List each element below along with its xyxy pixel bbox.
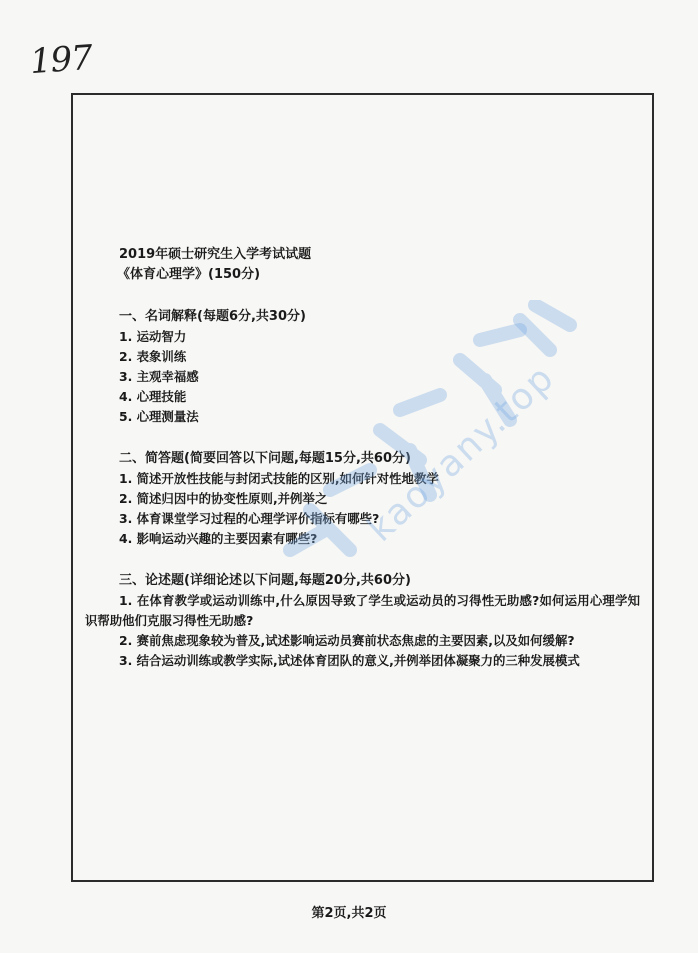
question-item: 3. 体育课堂学习过程的心理学评价指标有哪些? xyxy=(119,511,380,526)
watermark-url: kaoyany.top xyxy=(360,356,563,550)
essay-question: 2. 赛前焦虑现象较为普及,试述影响运动员赛前状态焦虑的主要因素,以及如何缓解? xyxy=(119,633,575,648)
handwritten-page-code: 197 xyxy=(28,37,94,83)
question-item: 4. 心理技能 xyxy=(119,389,187,404)
question-item: 5. 心理测量法 xyxy=(119,409,199,424)
page-number-footer: 第2页,共2页 xyxy=(311,906,387,921)
question-item: 4. 影响运动兴趣的主要因素有哪些? xyxy=(119,531,318,546)
exam-content xyxy=(85,245,640,671)
section-heading-terms: 一、名词解释(每题6分,共30分) xyxy=(119,309,306,324)
essay-question: 3. 结合运动训练或教学实际,试述体育团队的意义,并例举团体凝聚力的三种发展模式 xyxy=(119,653,580,668)
question-item: 2. 表象训练 xyxy=(119,349,187,364)
question-item: 1. 运动智力 xyxy=(119,329,187,344)
section-heading-short-answer: 二、简答题(简要回答以下问题,每题15分,共60分) xyxy=(119,451,411,466)
section-heading-essay: 三、论述题(详细论述以下问题,每题20分,共60分) xyxy=(119,573,411,588)
essay-question: 1. 在体育教学或运动训练中,什么原因导致了学生或运动员的习得性无助感?如何运用心理学知识帮助他们克服习得性无助感? xyxy=(85,593,640,628)
short-answer-list xyxy=(85,469,640,549)
question-item: 2. 简述归因中的协变性原则,并例举之 xyxy=(119,491,328,506)
question-item: 1. 简述开放性技能与封闭式技能的区别,如何针对性地教学 xyxy=(119,471,439,486)
term-definition-list xyxy=(85,327,640,427)
exam-title: 2019年硕士研究生入学考试试题 xyxy=(119,247,312,262)
exam-subject: 《体育心理学》(150分) xyxy=(117,267,261,282)
question-item: 3. 主观幸福感 xyxy=(119,369,199,384)
